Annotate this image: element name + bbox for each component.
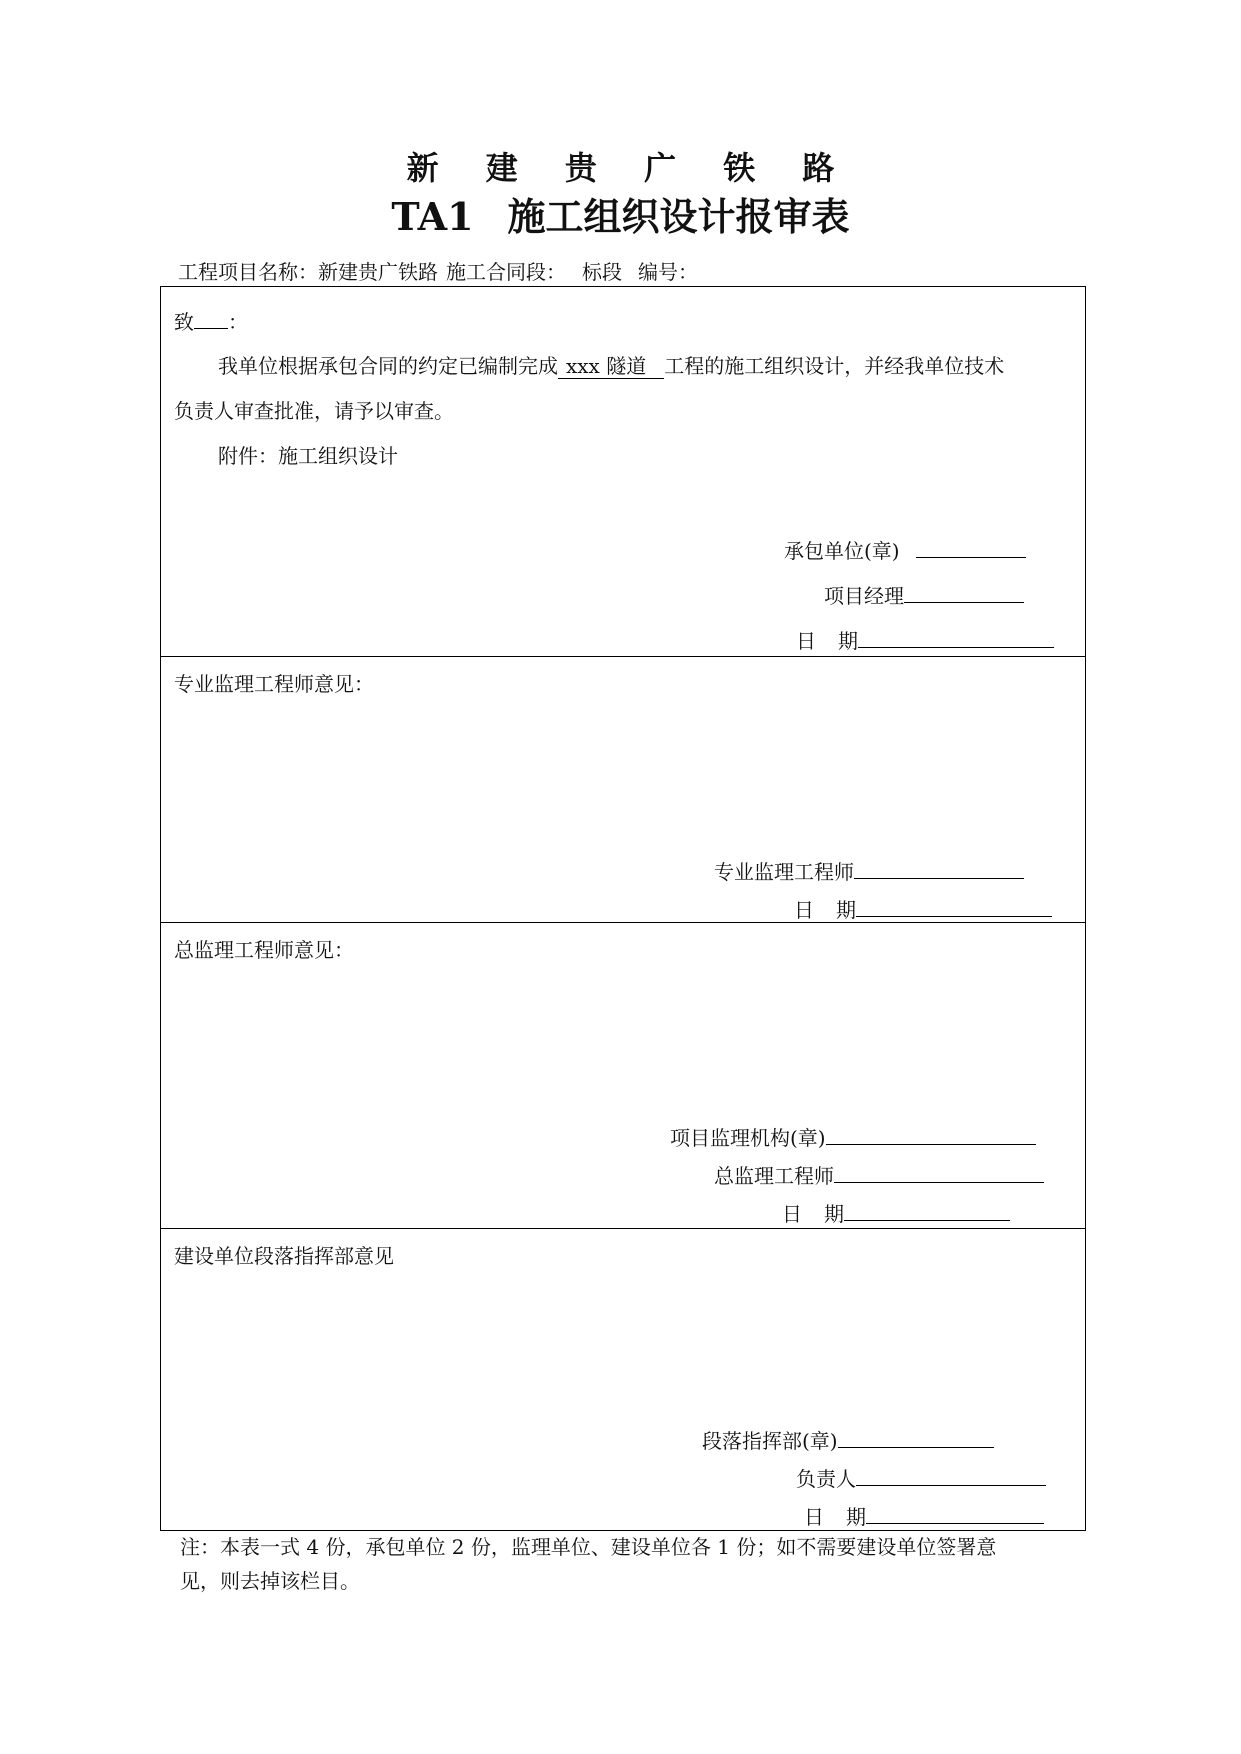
specialist-date-field[interactable] bbox=[856, 894, 1052, 917]
project-name-field[interactable]: xxx 隧道 bbox=[558, 354, 664, 379]
supervision-org-field[interactable] bbox=[826, 1122, 1036, 1145]
responsible-person-row bbox=[796, 1463, 1046, 1493]
project-manager-row bbox=[824, 580, 1024, 610]
contract-section-label: 施工合同段： bbox=[446, 260, 566, 284]
contractor-seal-label: 承包单位(章) bbox=[784, 539, 900, 563]
body-suffix: 工程的施工组织设计，并经我单位技术 bbox=[664, 354, 1005, 378]
project-manager-field[interactable] bbox=[904, 580, 1024, 603]
date-label-part1: 日 bbox=[794, 898, 814, 922]
headquarters-seal-row bbox=[702, 1425, 994, 1455]
chief-date-field[interactable] bbox=[844, 1198, 1010, 1221]
footnote-line1: 注：本表一式 4 份，承包单位 2 份，监理单位、建设单位各 1 份；如不需要建设单位签署意 bbox=[180, 1535, 997, 1559]
addressee-label: 致 bbox=[174, 310, 194, 334]
date-label-part1: 日 bbox=[796, 629, 816, 653]
headquarters-seal-field[interactable] bbox=[838, 1425, 994, 1448]
date-label-part2: 期 bbox=[824, 1202, 844, 1226]
responsible-person-label: 负责人 bbox=[796, 1467, 856, 1491]
date-label-part2: 期 bbox=[836, 898, 856, 922]
supervision-org-row bbox=[670, 1122, 1036, 1152]
section-divider-1 bbox=[160, 656, 1086, 657]
section-label: 标段 bbox=[582, 260, 622, 284]
project-name-label: 工程项目名称：新建贵广铁路 bbox=[178, 260, 438, 284]
project-manager-label: 项目经理 bbox=[824, 584, 904, 608]
owner-opinion-heading: 建设单位段落指挥部意见 bbox=[174, 1244, 394, 1268]
section-divider-3 bbox=[160, 1228, 1086, 1229]
chief-engineer-field[interactable] bbox=[834, 1160, 1044, 1183]
body-prefix: 我单位根据承包合同的约定已编制完成 bbox=[218, 354, 558, 378]
owner-date-row bbox=[804, 1501, 1044, 1531]
specialist-engineer-row bbox=[714, 856, 1024, 886]
addressee-line bbox=[174, 306, 248, 336]
submission-date-row bbox=[796, 625, 1054, 655]
footnote-line2: 见，则去掉该栏目。 bbox=[180, 1569, 360, 1593]
date-label-part1: 日 bbox=[782, 1202, 802, 1226]
specialist-date-row bbox=[794, 894, 1052, 924]
form-meta-line bbox=[178, 258, 706, 286]
number-label: 编号： bbox=[638, 260, 698, 284]
submission-date-field[interactable] bbox=[858, 625, 1054, 648]
supervision-org-label: 项目监理机构(章) bbox=[670, 1126, 826, 1150]
headquarters-seal-label: 段落指挥部(章) bbox=[702, 1429, 838, 1453]
form-code: TA1 bbox=[391, 194, 474, 239]
owner-date-field[interactable] bbox=[866, 1501, 1044, 1524]
contractor-seal-field[interactable] bbox=[916, 535, 1026, 558]
chief-opinion-heading: 总监理工程师意见： bbox=[174, 938, 354, 962]
responsible-person-field[interactable] bbox=[856, 1463, 1046, 1486]
contractor-seal-row bbox=[784, 535, 1026, 565]
attachment-line: 附件：施工组织设计 bbox=[218, 444, 398, 468]
document-title bbox=[0, 193, 1241, 241]
addressee-blank[interactable] bbox=[194, 306, 228, 329]
specialist-engineer-label: 专业监理工程师 bbox=[714, 860, 854, 884]
chief-engineer-row bbox=[714, 1160, 1044, 1190]
document-title-railway: 新 建 贵 广 铁 路 bbox=[406, 149, 853, 187]
chief-date-row bbox=[782, 1198, 1010, 1228]
date-label-part2: 期 bbox=[838, 629, 858, 653]
submission-body-line1 bbox=[218, 352, 1004, 380]
specialist-engineer-field[interactable] bbox=[854, 856, 1024, 879]
date-label-part2: 期 bbox=[846, 1505, 866, 1529]
specialist-opinion-heading: 专业监理工程师意见： bbox=[174, 672, 374, 696]
addressee-colon: ： bbox=[228, 310, 248, 334]
date-label-part1: 日 bbox=[804, 1505, 824, 1529]
chief-engineer-label: 总监理工程师 bbox=[714, 1164, 834, 1188]
submission-body-line2: 负责人审查批准，请予以审查。 bbox=[174, 399, 454, 423]
form-name: 施工组织设计报审表 bbox=[507, 194, 850, 239]
